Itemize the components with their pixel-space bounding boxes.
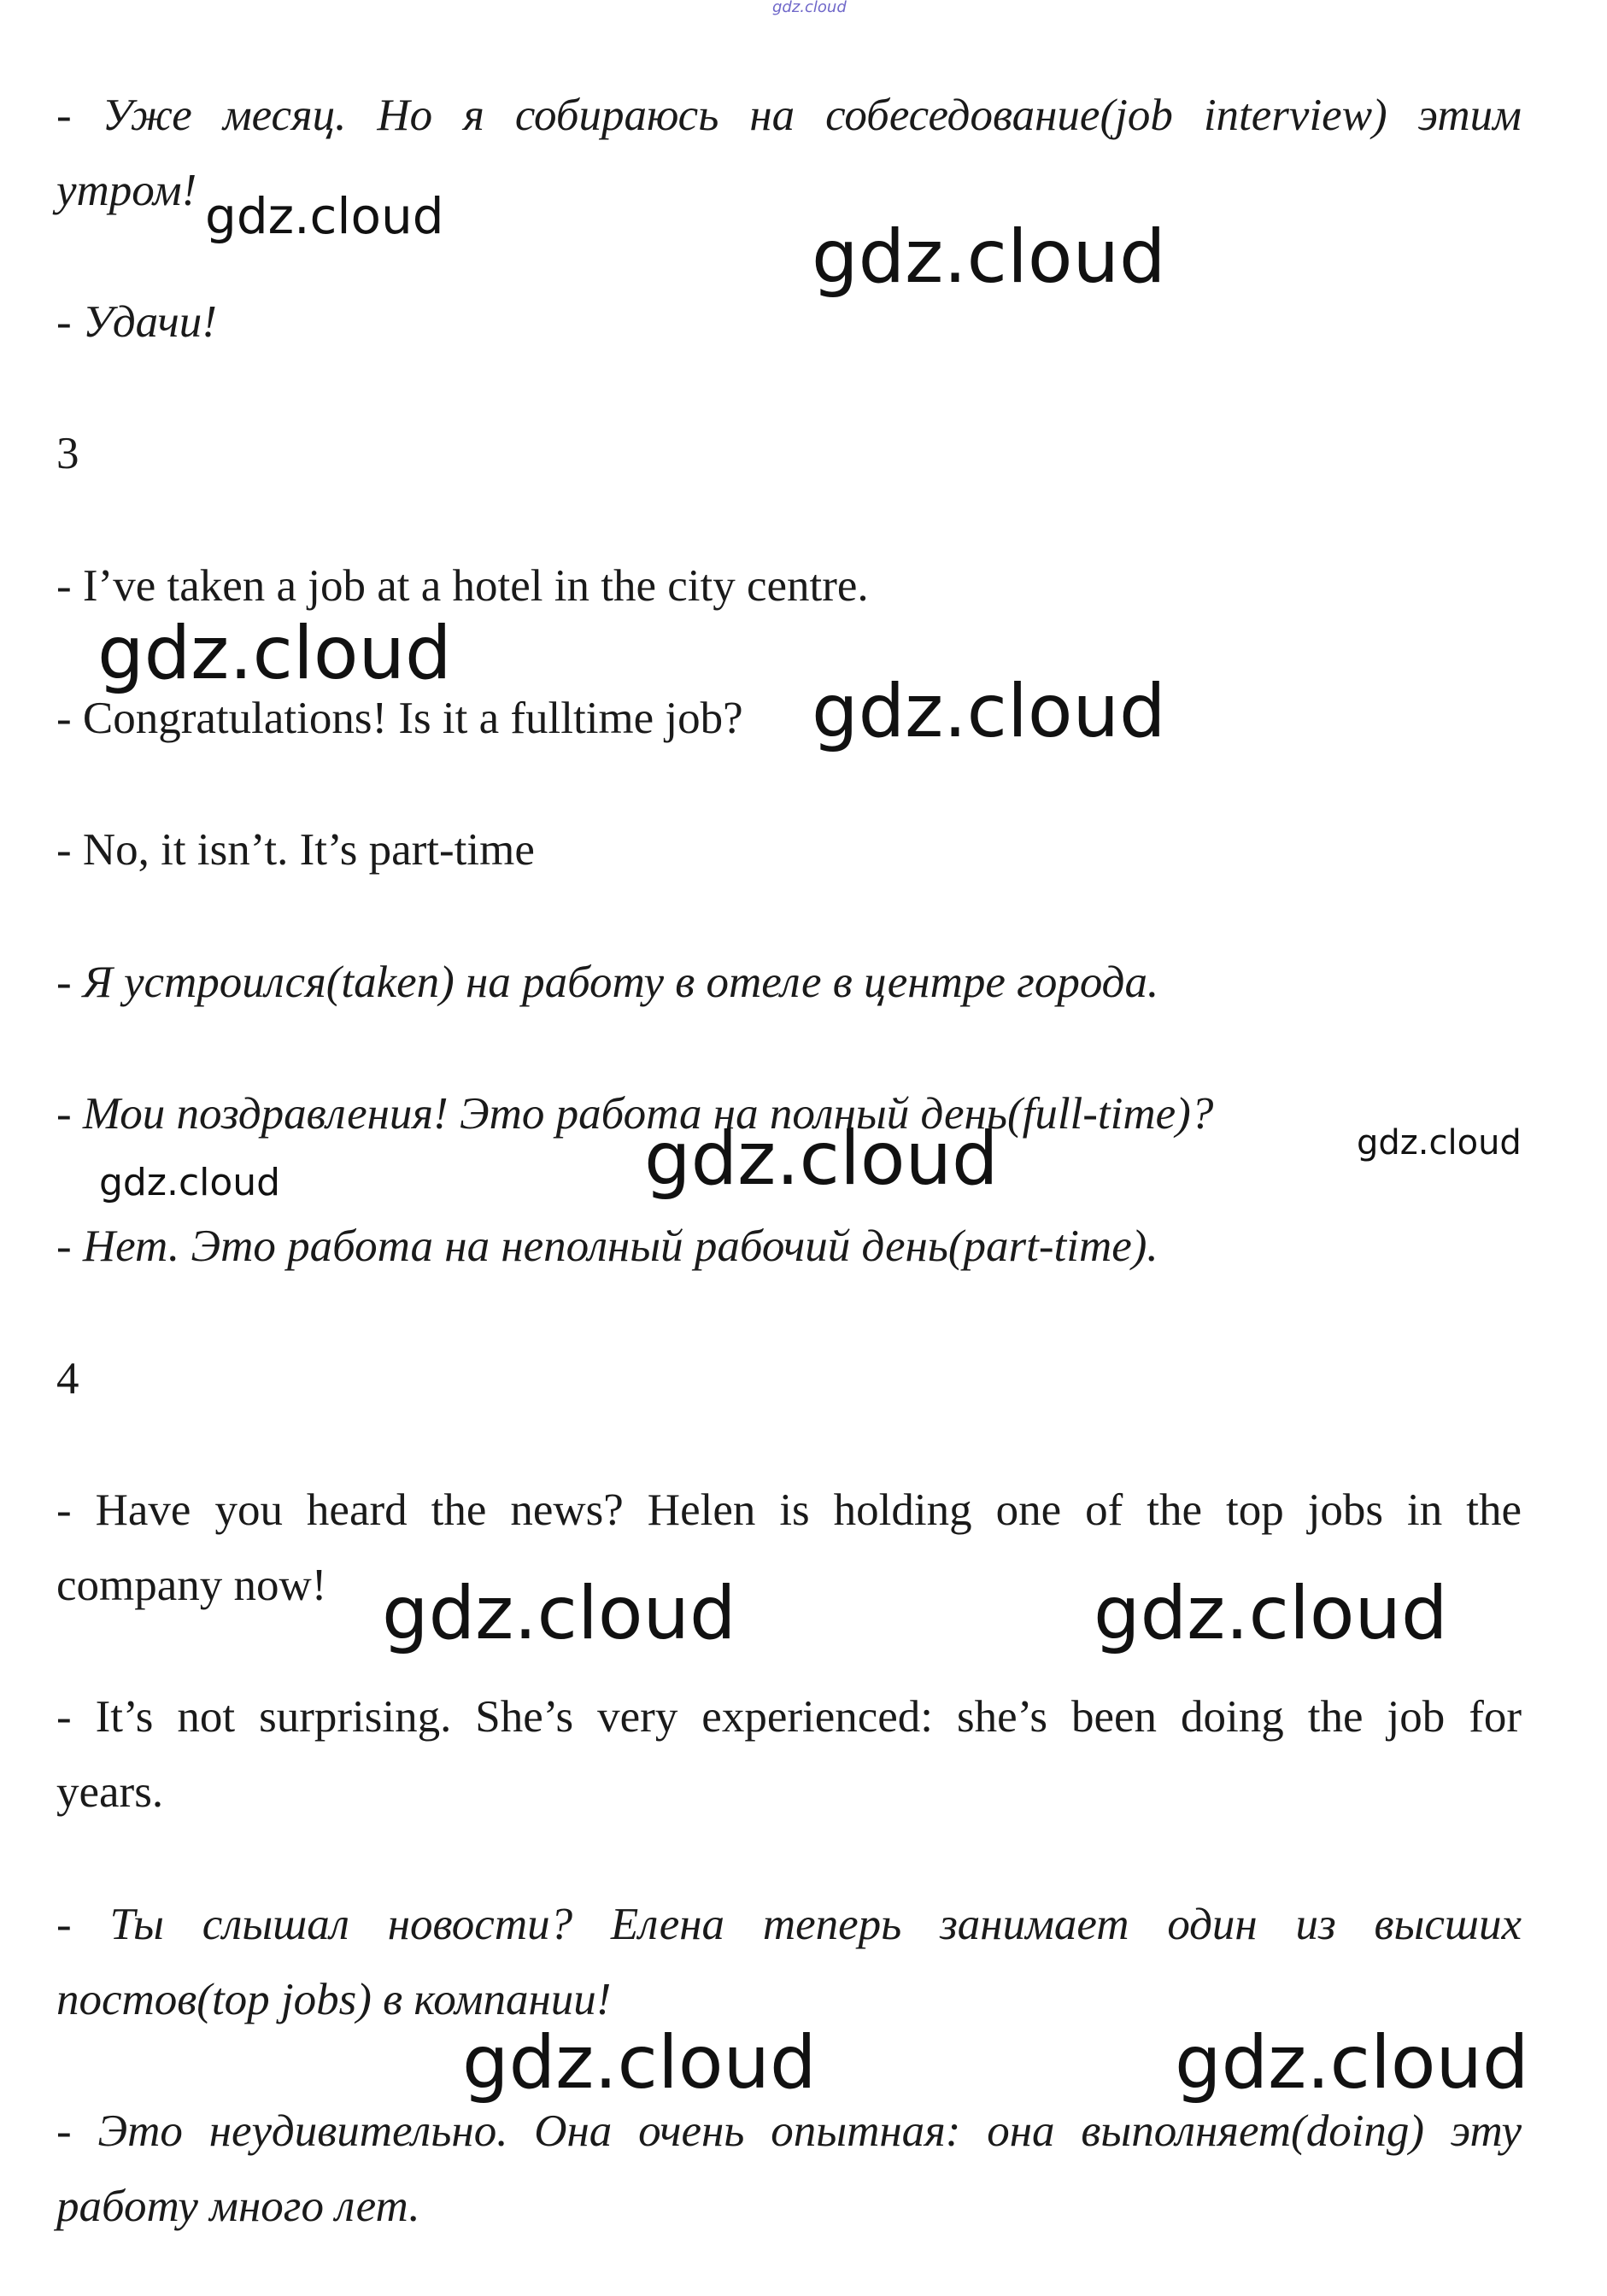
dialogue-line: работу много лет. (56, 2182, 420, 2231)
dialogue-line: - I’ve taken a job at a hotel in the city centre. (56, 561, 869, 611)
section-number: 3 (56, 429, 79, 478)
dialogue-line: - Удачи! (56, 297, 217, 347)
dialogue-line: утром! (56, 166, 197, 215)
dialogue-line: - Я устроился(taken) на работу в отеле в центре города. (56, 958, 1159, 1007)
dialogue-line: - Нет. Это работа на неполный рабочий день(part-time). (56, 1221, 1158, 1271)
watermark: gdz.cloud (462, 2020, 817, 2106)
watermark: gdz.cloud (382, 1571, 736, 1656)
watermark: gdz.cloud (1094, 1571, 1448, 1656)
dialogue-line: years. (56, 1767, 164, 1817)
dialogue-line: company now! (56, 1561, 327, 1610)
watermark: gdz.cloud (1175, 2020, 1529, 2106)
watermark: gdz.cloud (644, 1116, 999, 1202)
watermark: gdz.cloud (812, 669, 1166, 754)
section-number: 4 (56, 1354, 79, 1403)
watermark: gdz.cloud (812, 214, 1166, 300)
dialogue-line: - Уже месяц. Но я собираюсь на собеседование(job interview) этим (56, 91, 1522, 140)
dialogue-line: - Congratulations! Is it a fulltime job? (56, 694, 743, 743)
dialogue-line: - No, it isn’t. It’s part-time (56, 825, 535, 875)
watermark: gdz.cloud (205, 187, 444, 245)
dialogue-line: - Мои поздравления! Это работа на полный день(full-time)? (56, 1089, 1214, 1139)
dialogue-line: постов(top jobs) в компании! (56, 1975, 612, 2024)
header-watermark: gdz.cloud (772, 0, 847, 16)
dialogue-line: - Это неудивительно. Она очень опытная: она выполняет(doing) эту (56, 2106, 1522, 2156)
dialogue-line: - Have you heard the news? Helen is holding one of the top jobs in the (56, 1485, 1522, 1535)
watermark: gdz.cloud (1357, 1123, 1522, 1163)
watermark: gdz.cloud (99, 1161, 281, 1204)
dialogue-line: - Ты слышал новости? Елена теперь занимает один из высших (56, 1900, 1522, 1949)
dialogue-line: - It’s not surprising. She’s very experienced: she’s been doing the job for (56, 1692, 1522, 1742)
watermark: gdz.cloud (97, 611, 452, 696)
